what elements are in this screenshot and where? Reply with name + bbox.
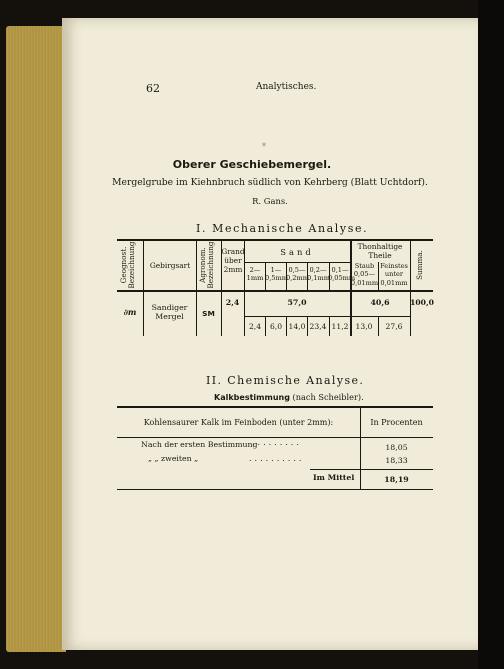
col-thon-header: Thonhaltige Theile [357,242,403,260]
sand-value: 14,0 [288,322,306,331]
table2-row-label: „ „ zweiten „ [148,454,199,463]
subtitle: Mergelgrube im Kiehnbruch südlich von Kehrberg (Blatt Uchtdorf). [112,177,428,188]
sand-value: 11,2 [331,322,349,331]
print-mark: * [262,142,266,151]
table2-header-right: In Procenten [370,418,423,427]
row-geognost: ∂m [123,307,137,317]
row-summa: 100,0 [410,298,434,307]
table2-row-value: 18,05 [385,443,408,452]
author: R. Gans. [252,196,288,206]
sand-col-2-header: 1— 0,5mm [265,266,288,282]
sand-col-4-header: 0,2— 0,1mm [307,266,330,282]
thon-col-1-header: Staub 0,05— 0,01mm [350,262,379,287]
col-gebirgsart-header: Gebirgsart [149,261,191,270]
background-right [478,0,504,669]
sand-value: 23,4 [309,322,327,331]
sand-value: 6,0 [269,322,283,331]
thon-value: 13,0 [355,322,373,331]
sand-col-3-header: 0,5— 0,2mm [286,266,309,282]
sand-col-1-header: 2— 1mm [246,266,264,282]
row-gebirgsart: Sandiger Mergel [151,303,188,321]
book-page [62,18,478,650]
row-thon-total: 40,6 [370,298,390,307]
running-head: Analytisches. [256,82,317,92]
col-geognost-header: Geognost. Bezeichnung [119,241,136,289]
section-1-heading: I. Mechanische Analyse. [196,222,369,235]
table2-mean-value: 18,19 [384,475,409,484]
table2-row-label: Nach der ersten Bestimmung [141,440,258,449]
sand-value: 2,4 [248,322,262,331]
thon-col-2-header: Feinstes unter 0,01mm [380,262,408,287]
row-agronom: SM [202,309,215,318]
row-grand: 2,4 [225,298,240,307]
page-title: Oberer Geschiebemergel. [172,158,332,171]
table2-mean-label: Im Mittel [313,473,355,482]
col-grand-header: Grand über 2mm [221,247,245,274]
table2-header-left: Kohlensaurer Kalk im Feinboden (unter 2mm): [143,418,334,427]
col-summa-header: Summa. [415,250,424,280]
table2-row-value: 18,33 [385,456,408,465]
page-edges [6,26,66,652]
row-sand-total: 57,0 [287,298,307,307]
thon-value: 27,6 [385,322,403,331]
page-number: 62 [146,82,160,95]
sand-col-5-header: 0,1— 0,05mm [328,266,356,282]
section-2-heading: II. Chemische Analyse. [206,374,365,387]
col-agronom-header: Agronom. Bezeichnung [198,241,215,289]
section-2-subheading: Kalkbestimmung (nach Scheibler). [214,392,364,402]
col-sand-header: Sand [280,247,314,257]
